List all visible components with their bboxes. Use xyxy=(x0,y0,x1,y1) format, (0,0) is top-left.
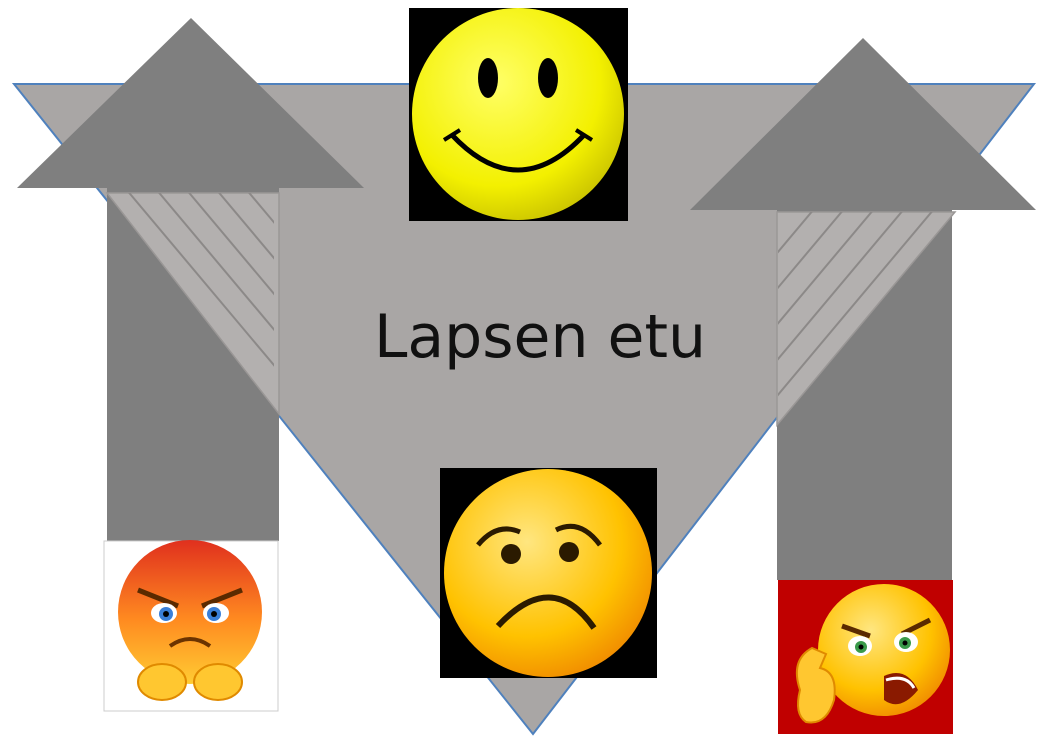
center-label: Lapsen etu xyxy=(373,302,707,372)
grumpy-face-icon xyxy=(104,540,278,711)
angry-pointing-face-icon xyxy=(778,580,953,734)
happy-face-icon xyxy=(409,8,628,221)
worried-face-icon xyxy=(440,468,657,678)
